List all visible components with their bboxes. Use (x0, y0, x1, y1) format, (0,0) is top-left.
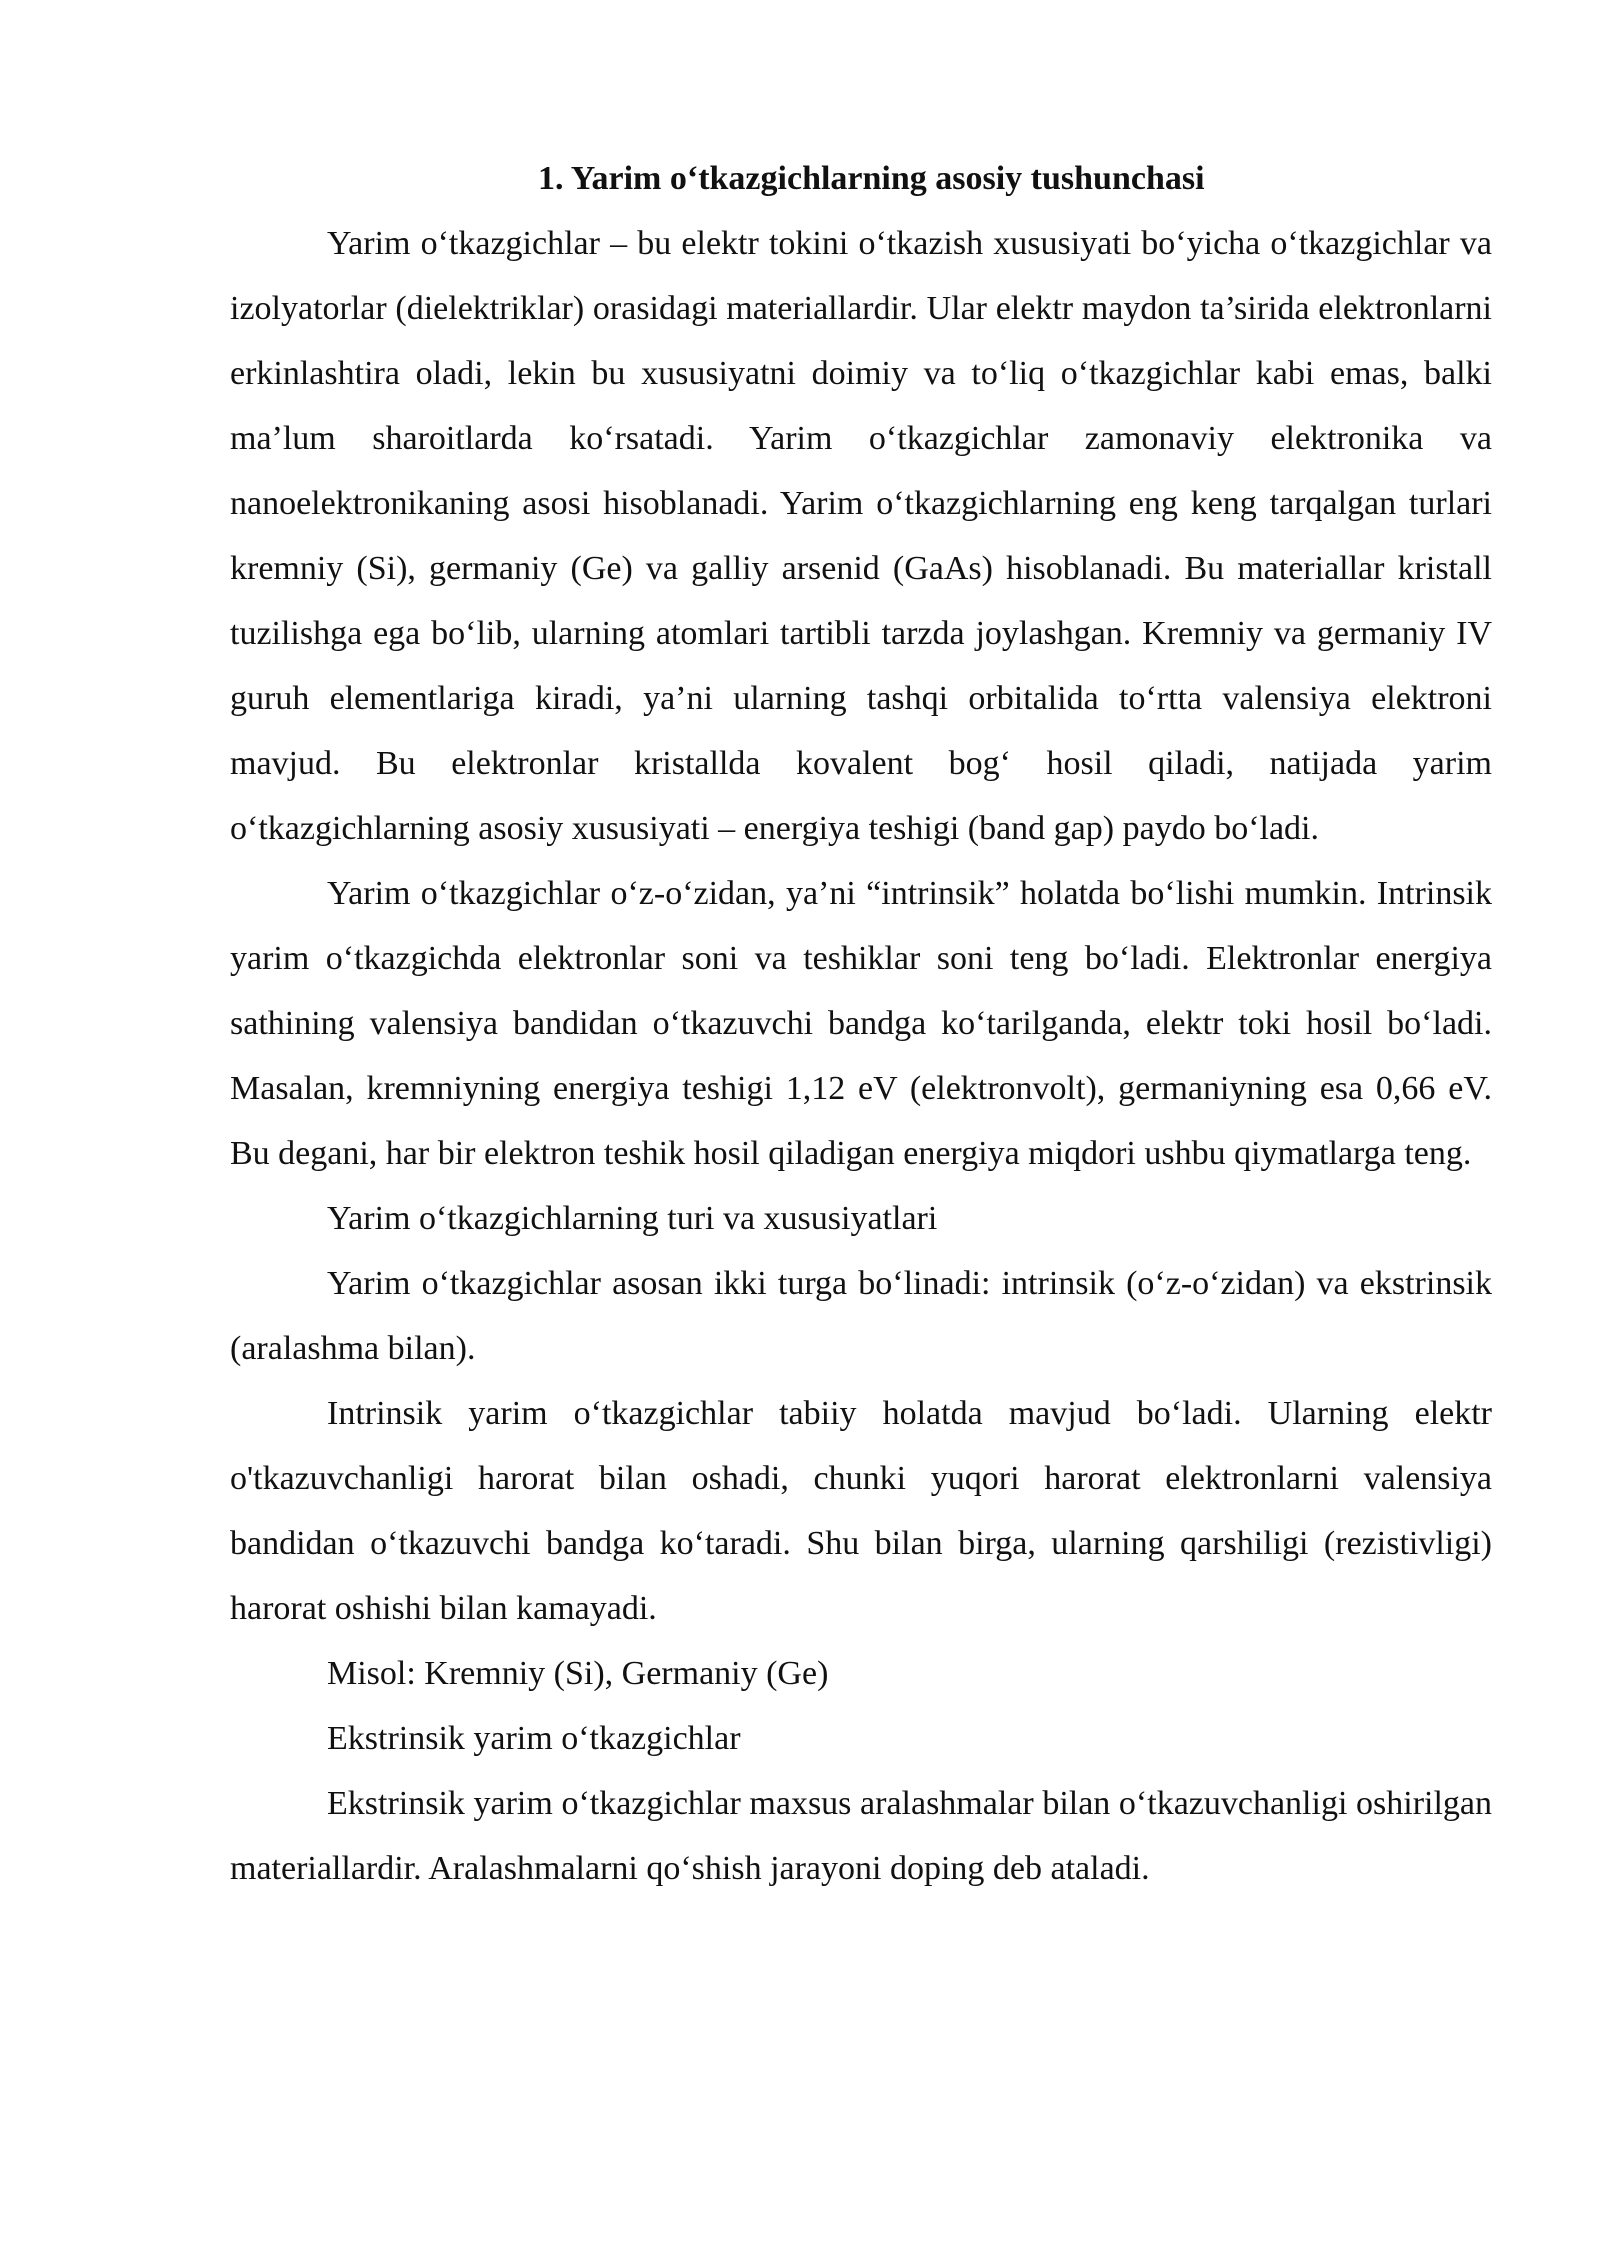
section-heading: 1. Yarim o‘tkazgichlarning asosiy tushunchasi (538, 160, 1205, 197)
document-body (230, 146, 1492, 1901)
example-line: Misol: Kremniy (Si), Germaniy (Ge) (327, 1655, 829, 1692)
paragraph-intrinsic: Yarim o‘tkazgichlar o‘z-o‘zidan, ya’ni “intrinsik” holatda bo‘lishi mumkin. Intrinsik yarim o‘tkazgichda elektronlar soni va teshiklar soni teng bo‘ladi. Elektronlar energiya sathining valensiya bandidan o‘tkazuvchi bandga ko‘tarilganda, elektr toki hosil bo‘ladi. Masalan, kremniyning energiya teshigi 1,12 eV (elektronvolt), germaniyning esa 0,66 eV. Bu degani, har bir elektron teshik hosil qiladigan energiya miqdori ushbu qiymatlarga teng. (230, 875, 1492, 1172)
paragraph-extrinsic: Ekstrinsik yarim o‘tkazgichlar maxsus aralashmalar bilan o‘tkazuvchanligi oshirilgan materiallardir. Aralashmalarni qo‘shish jarayoni doping deb ataladi. (230, 1785, 1492, 1887)
subheading-types: Yarim o‘tkazgichlarning turi va xususiyatlari (327, 1200, 938, 1237)
subheading-extrinsic: Ekstrinsik yarim o‘tkazgichlar (327, 1720, 741, 1757)
paragraph-intrinsic-properties: Intrinsik yarim o‘tkazgichlar tabiiy holatda mavjud bo‘ladi. Ularning elektr o'tkazuvchanligi harorat bilan oshadi, chunki yuqori harorat elektronlarni valensiya bandidan o‘tkazuvchi bandga ko‘taradi. Shu bilan birga, ularning qarshiligi (rezistivligi) harorat oshishi bilan kamayadi. (230, 1395, 1492, 1627)
paragraph-intro: Yarim o‘tkazgichlar – bu elektr tokini o‘tkazish xususiyati bo‘yicha o‘tkazgichlar va izolyatorlar (dielektriklar) orasidagi materiallardir. Ular elektr maydon ta’sirida elektronlarni erkinlashtira oladi, lekin bu xususiyatni doimiy va to‘liq o‘tkazgichlar kabi emas, balki ma’lum sharoitlarda ko‘rsatadi. Yarim o‘tkazgichlar zamonaviy elektronika va nanoelektronikaning asosi hisoblanadi. Yarim o‘tkazgichlarning eng keng tarqalgan turlari kremniy (Si), germaniy (Ge) va galliy arsenid (GaAs) hisoblanadi. Bu materiallar kristall tuzilishga ega bo‘lib, ularning atomlari tartibli tarzda joylashgan. Kremniy va germaniy IV guruh elementlariga kiradi, ya’ni ularning tashqi orbitalida to‘rtta valensiya elektroni mavjud. Bu elektronlar kristallda kovalent bog‘ hosil qiladi, natijada yarim o‘tkazgichlarning asosiy xususiyati – energiya teshigi (band gap) paydo bo‘ladi. (230, 225, 1492, 847)
paragraph-types: Yarim o‘tkazgichlar asosan ikki turga bo‘linadi: intrinsik (o‘z-o‘zidan) va ekstrinsik (aralashma bilan). (230, 1265, 1492, 1367)
